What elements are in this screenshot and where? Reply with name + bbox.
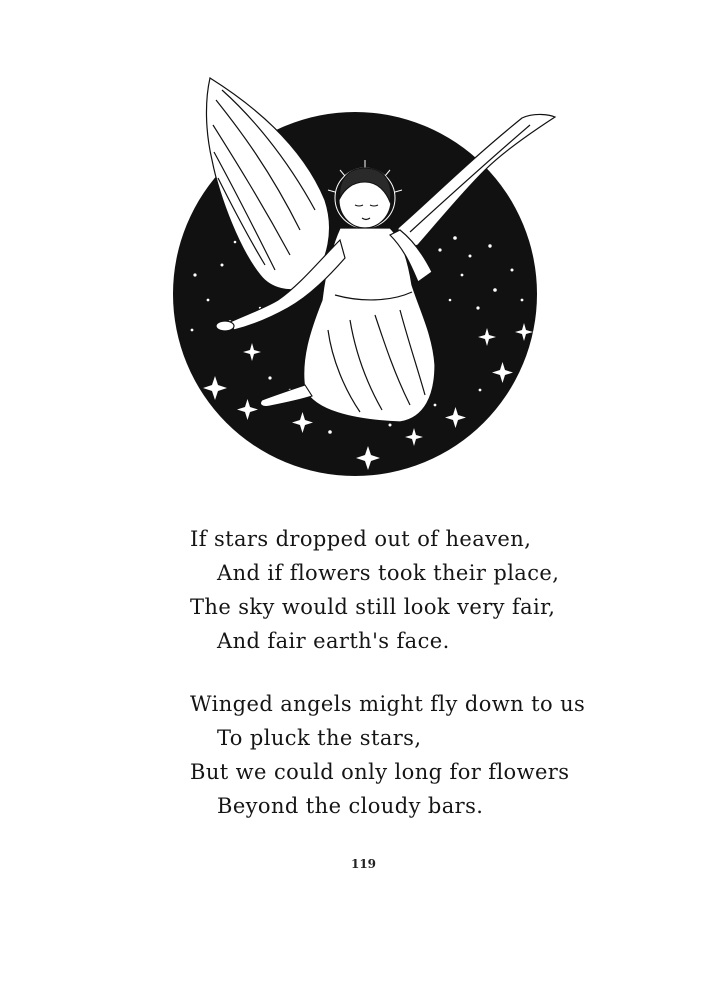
- poem-line: The sky would still look very fair,: [190, 595, 556, 619]
- stanza-1: [190, 522, 620, 658]
- poem-line: And fair earth's face.: [217, 629, 450, 653]
- angel-head: [339, 168, 391, 228]
- page-number: 119: [350, 857, 377, 871]
- poem-line: And if flowers took their place,: [217, 561, 560, 585]
- poem-line: If stars dropped out of heaven,: [190, 527, 532, 551]
- poem-line: To pluck the stars,: [217, 726, 422, 750]
- poem-line: Beyond the cloudy bars.: [217, 794, 484, 818]
- angel-illustration: [150, 60, 570, 485]
- poem: [190, 522, 620, 852]
- stanza-2: [190, 687, 620, 823]
- poem-line: But we could only long for flowers: [190, 760, 570, 784]
- poem-line: Winged angels might fly down to us: [190, 692, 586, 716]
- artist-monogram-icon: [505, 394, 523, 408]
